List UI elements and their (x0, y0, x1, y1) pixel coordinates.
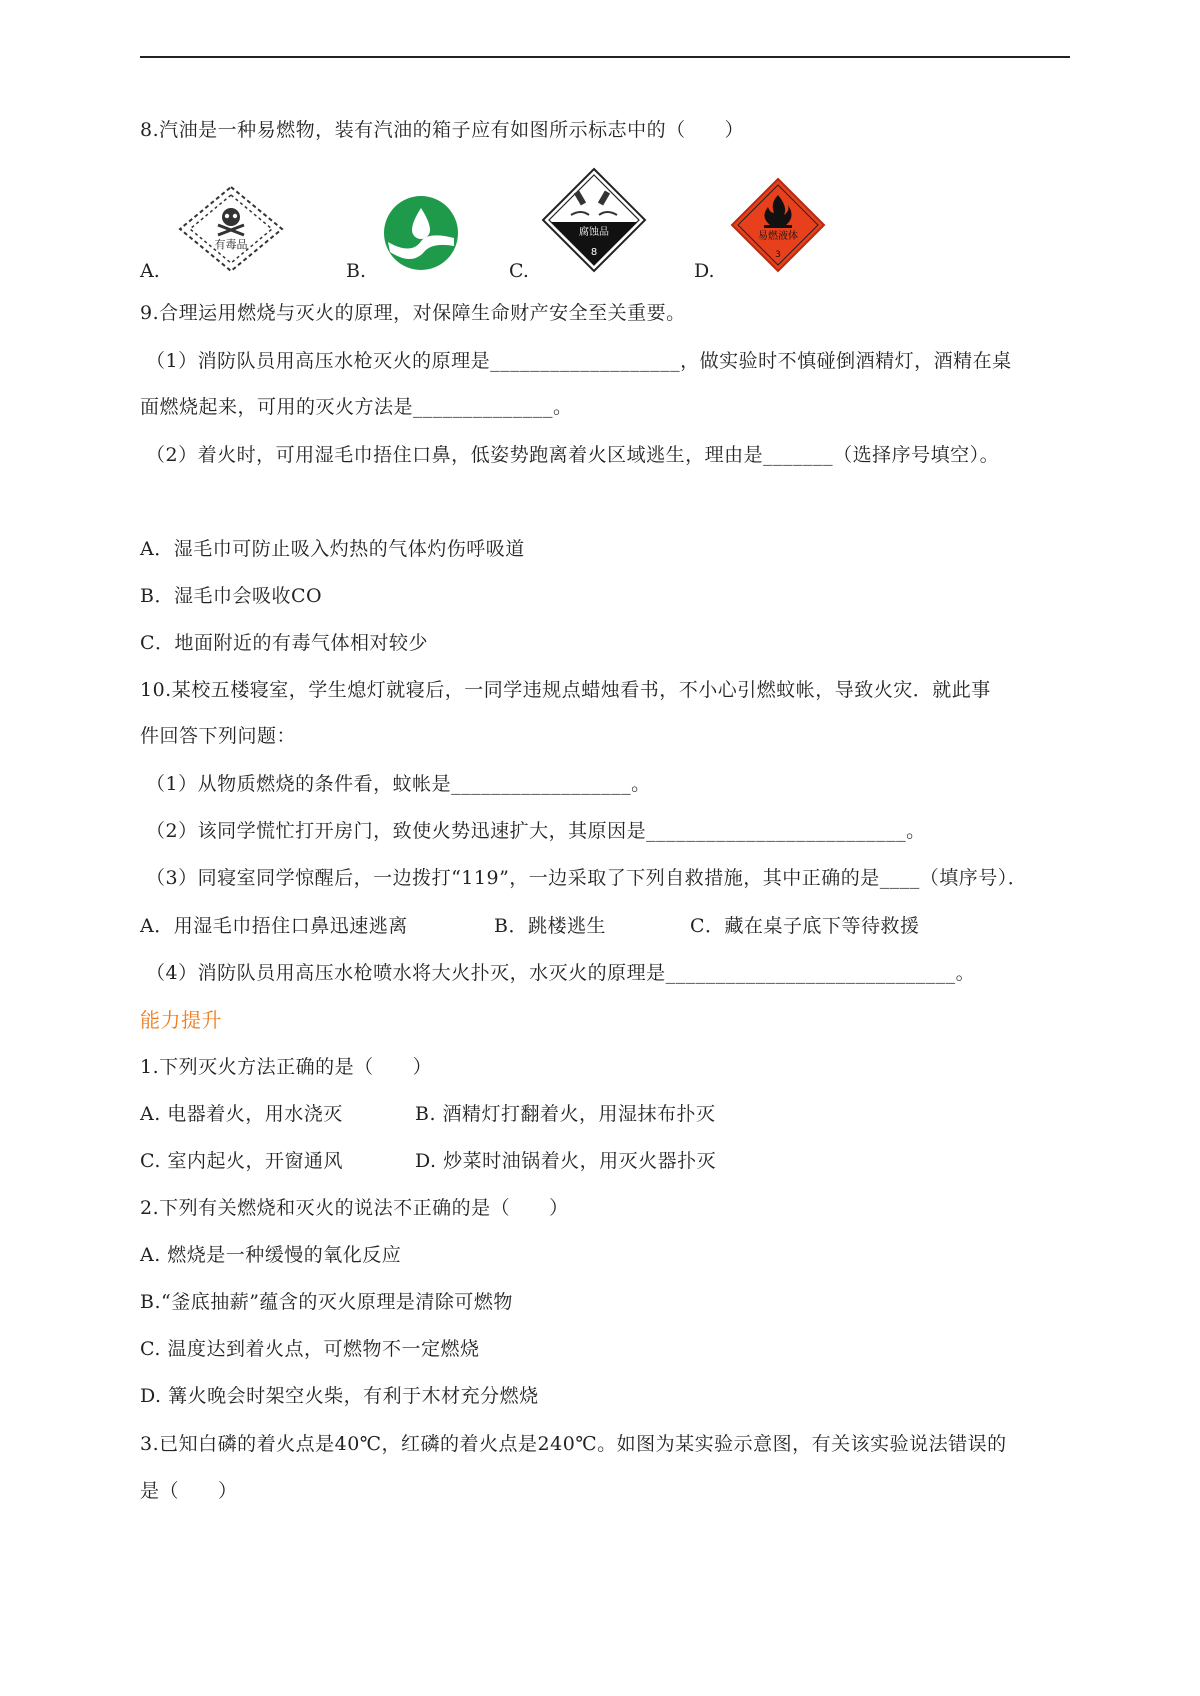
q9-option-c: C．地面附近的有毒气体相对较少 (140, 632, 429, 654)
q10-part4: （4）消防队员用高压水枪喷水将大火扑灭，水灭火的原理是_____________________________。 (146, 962, 976, 984)
q10-option-a: A．用湿毛巾捂住口鼻迅速逃离 (140, 915, 408, 937)
a2-option-c: C. 温度达到着火点，可燃物不一定燃烧 (140, 1338, 480, 1360)
flammable-liquid-sign-icon (730, 177, 826, 273)
a2-option-d: D. 篝火晚会时架空火柴，有利于木材充分燃烧 (140, 1385, 539, 1407)
q10-stem-line1: 10.某校五楼寝室，学生熄灯就寝后，一同学违规点蜡烛看书，不小心引燃蚊帐，导致火灾．就此事 (140, 679, 991, 701)
q9-option-b: B．湿毛巾会吸收CO (140, 585, 323, 607)
q9-part1-line1: （1）消防队员用高压水枪灭火的原理是___________________，做实验时不慎碰倒酒精灯，酒精在桌 (146, 350, 1012, 372)
q8-option-a-letter: A. (140, 260, 160, 282)
q9-part1-line2: 面燃烧起来，可用的灭火方法是______________。 (140, 396, 573, 418)
a1-option-b: B. 酒精灯打翻着火，用湿抹布扑灭 (415, 1103, 716, 1125)
q10-options (140, 913, 920, 939)
flammable-sign-label: 易燃液体 (758, 231, 798, 242)
section-title: 能力提升 (140, 1008, 222, 1032)
toxic-sign-label: 有毒品 (214, 238, 248, 251)
a2-stem: 2.下列有关燃烧和灭火的说法不正确的是（ ） (140, 1197, 569, 1219)
corrosive-sign-label: 腐蚀品 (579, 227, 609, 238)
water-saving-icon (382, 194, 460, 272)
q10-stem-line2: 件回答下列问题： (140, 725, 297, 747)
corrosive-sign-number: 8 (590, 247, 598, 258)
q9-option-a: A．湿毛巾可防止吸入灼热的气体灼伤呼吸道 (140, 538, 525, 560)
q10-option-b: B．跳楼逃生 (494, 915, 606, 937)
q10-part2: （2）该同学慌忙打开房门，致使火势迅速扩大，其原因是__________________________。 (146, 820, 926, 842)
q10-part3: （3）同寝室同学惊醒后，一边拨打“119”，一边采取了下列自救措施，其中正确的是____（填序号）． (146, 867, 1028, 889)
a2-option-b: B.“釜底抽薪”蕴含的灭火原理是清除可燃物 (140, 1291, 513, 1313)
a1-stem: 1.下列灭火方法正确的是（ ） (140, 1056, 433, 1078)
q9-stem: 9.合理运用燃烧与灭火的原理，对保障生命财产安全至关重要。 (140, 302, 686, 324)
a1-option-a: A. 电器着火，用水浇灭 (140, 1103, 343, 1125)
a2-option-a: A. 燃烧是一种缓慢的氧化反应 (140, 1244, 402, 1266)
q9-part2: （2）着火时，可用湿毛巾捂住口鼻，低姿势跑离着火区域逃生，理由是_______（选择序号填空）。 (146, 444, 1000, 466)
q10-option-c: C．藏在桌子底下等待救援 (690, 915, 920, 937)
a3-stem-line1: 3.已知白磷的着火点是40℃，红磷的着火点是240℃。如图为某实验示意图，有关该实验说法错误的 (140, 1433, 1007, 1455)
q8-stem: 8.汽油是一种易燃物，装有汽油的箱子应有如图所示标志中的（ ） (140, 119, 745, 141)
a1-option-d: D. 炒菜时油锅着火，用灭火器扑灭 (415, 1150, 717, 1172)
a1-options-row2 (140, 1148, 716, 1174)
q8-option-c-letter: C. (509, 260, 529, 282)
a1-options-row1 (140, 1101, 716, 1127)
a3-stem-line2: 是（ ） (140, 1480, 238, 1502)
q10-part1: （1）从物质燃烧的条件看，蚊帐是__________________。 (146, 773, 651, 795)
q8-option-b-letter: B. (346, 260, 367, 282)
toxic-sign-icon (178, 185, 284, 273)
corrosive-sign-icon (541, 167, 647, 273)
header-rule (140, 56, 1070, 58)
flammable-sign-number: 3 (775, 250, 781, 260)
a1-option-c: C. 室内起火，开窗通风 (140, 1150, 343, 1172)
q8-option-d-letter: D. (694, 260, 715, 282)
